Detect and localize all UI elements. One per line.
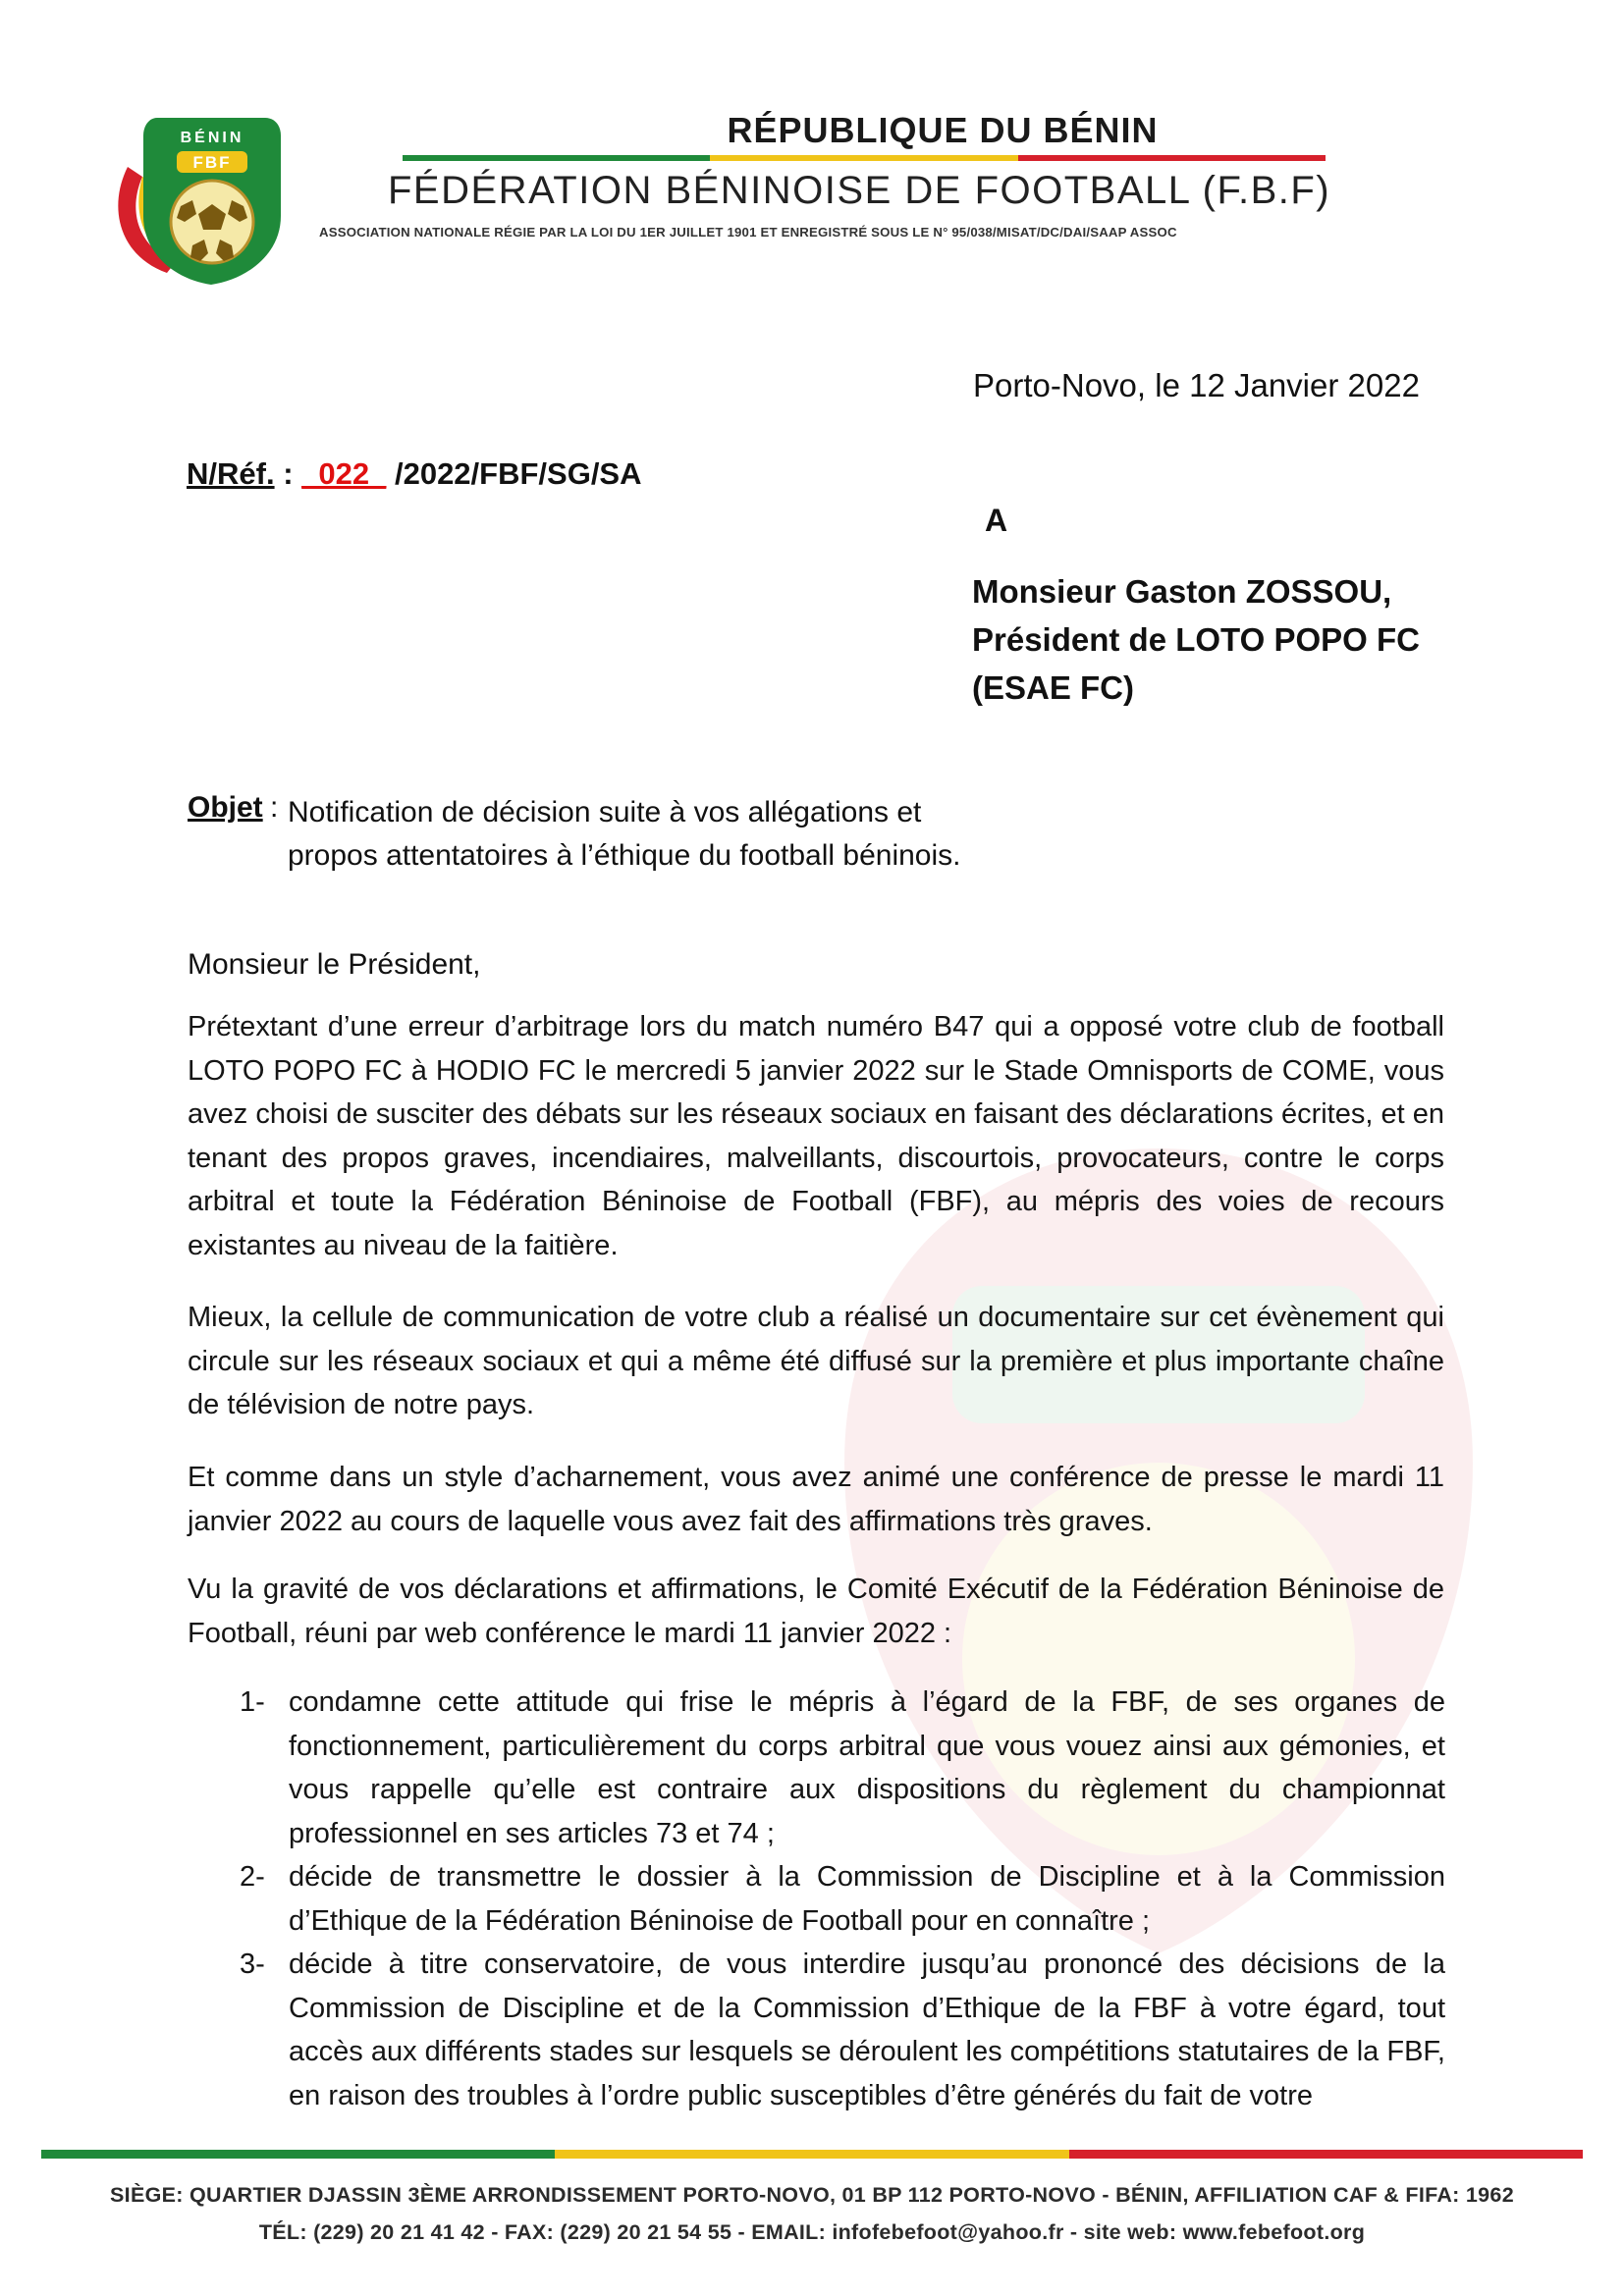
list-item-number: 3- xyxy=(240,1949,265,1980)
reference-suffix: /2022/FBF/SG/SA xyxy=(386,456,642,491)
reference-number-red: _022_ xyxy=(301,456,387,491)
association-registration: ASSOCIATION NATIONALE RÉGIE PAR LA LOI DU 1ER JUILLET 1901 ET ENREGISTRÉ SOUS LE N° 95/038/MISAT/DC/DAI/SAAP ASSOC xyxy=(319,225,1177,240)
footer-address: SIÈGE: QUARTIER DJASSIN 3ÈME ARRONDISSEMENT PORTO-NOVO, 01 BP 112 PORTO-NOVO - BÉNIN, AFFILIATION CAF & FIFA: 1962 xyxy=(110,2183,1514,2207)
objet-line-2: propos attentatoires à l’éthique du football béninois. xyxy=(288,839,961,872)
recipient-title: Président de LOTO POPO FC xyxy=(972,621,1420,658)
list-item-text: décide de transmettre le dossier à la Commission de Discipline et à la Commission d’Ethique de la Fédération Béninoise de Football pour en connaître ; xyxy=(289,1861,1445,1937)
reference-number xyxy=(187,456,642,492)
list-item xyxy=(240,1681,1445,1855)
reference-separator: : xyxy=(274,456,302,491)
paragraph-1: Prétextant d’une erreur d’arbitrage lors du match numéro B47 qui a opposé votre club de football LOTO POPO FC à HODIO FC le mercredi 5 janvier 2022 sur le Stade Omnisports de COME, vous avez choisi de susciter des débats sur les réseaux sociaux en faisant des déclarations écrites, et en tenant des propos graves, incendiaires, malveillants, discourtois, provocateurs, contre le corps arbitral et toute la Fédération Béninoise de Football (FBF), au mépris des voies de recours existantes au niveau de la faitière. xyxy=(188,1011,1444,1261)
federation-name: FÉDÉRATION BÉNINOISE DE FOOTBALL (F.B.F) xyxy=(388,169,1331,212)
objet-label: Objet xyxy=(188,791,263,824)
republic-title: RÉPUBLIQUE DU BÉNIN xyxy=(727,110,1159,150)
salutation: Monsieur le Président, xyxy=(188,948,481,981)
recipient-name: Monsieur Gaston ZOSSOU, xyxy=(972,573,1392,610)
decision-list xyxy=(240,1681,1445,2117)
recipient-club: (ESAE FC) xyxy=(972,669,1134,706)
list-item-number: 1- xyxy=(240,1686,265,1718)
logo-country-text: BÉNIN xyxy=(180,130,244,146)
objet-line-1: Notification de décision suite à vos allégations et xyxy=(288,796,922,828)
objet-text xyxy=(288,791,1014,878)
fbf-logo xyxy=(98,98,324,285)
paragraph-2: Mieux, la cellule de communication de votre club a réalisé un documentaire sur cet évènement qui circule sur les réseaux sociaux et qui a même été diffusé sur la première et plus importante chaîne de télévision de notre pays. xyxy=(188,1302,1444,1420)
list-item-text: décide à titre conservatoire, de vous interdire jusqu’au prononcé des décisions de la Commission de Discipline et de la Commission d’Ethique de la FBF à votre égard, tout accès aux différents stades sur lesquels se déroulent les compétitions statutaires de la FBF, en raison des troubles à l’ordre public susceptibles d’être générés du fait de votre xyxy=(289,1949,1445,2111)
recipient-block xyxy=(972,567,1420,712)
logo-badge-text: FBF xyxy=(192,153,232,172)
place-date: Porto-Novo, le 12 Janvier 2022 xyxy=(973,367,1420,403)
list-item xyxy=(240,1855,1445,1943)
footer-tricolor-bar xyxy=(41,2150,1583,2159)
footer-contact: TÉL: (229) 20 21 41 42 - FAX: (229) 20 21 54 55 - EMAIL: infofebefoot@yahoo.fr - site web: www.febefoot.org xyxy=(258,2220,1366,2244)
list-item xyxy=(240,1943,1445,2117)
recipient-prefix: A xyxy=(985,503,1008,538)
list-item-number: 2- xyxy=(240,1861,265,1893)
paragraph-3: Et comme dans un style d’acharnement, vous avez animé une conférence de presse le mardi 11 janvier 2022 au cours de laquelle vous avez fait des affirmations très graves. xyxy=(188,1462,1444,1537)
paragraph-4: Vu la gravité de vos déclarations et affirmations, le Comité Exécutif de la Fédération Béninoise de Football, réuni par web conférence le mardi 11 janvier 2022 : xyxy=(188,1574,1444,1649)
header-tricolor-rule xyxy=(403,155,1326,161)
objet-colon: : xyxy=(270,791,279,824)
reference-label: N/Réf. xyxy=(187,456,275,491)
list-item-text: condamne cette attitude qui frise le mépris à l’égard de la FBF, de ses organes de fonctionnement, particulièrement du corps arbitral que vous vouez ainsi aux gémonies, et vous rappelle qu’elle est contraire aux dispositions du règlement du championnat professionnel en ses articles 73 et 74 ; xyxy=(289,1686,1445,1849)
